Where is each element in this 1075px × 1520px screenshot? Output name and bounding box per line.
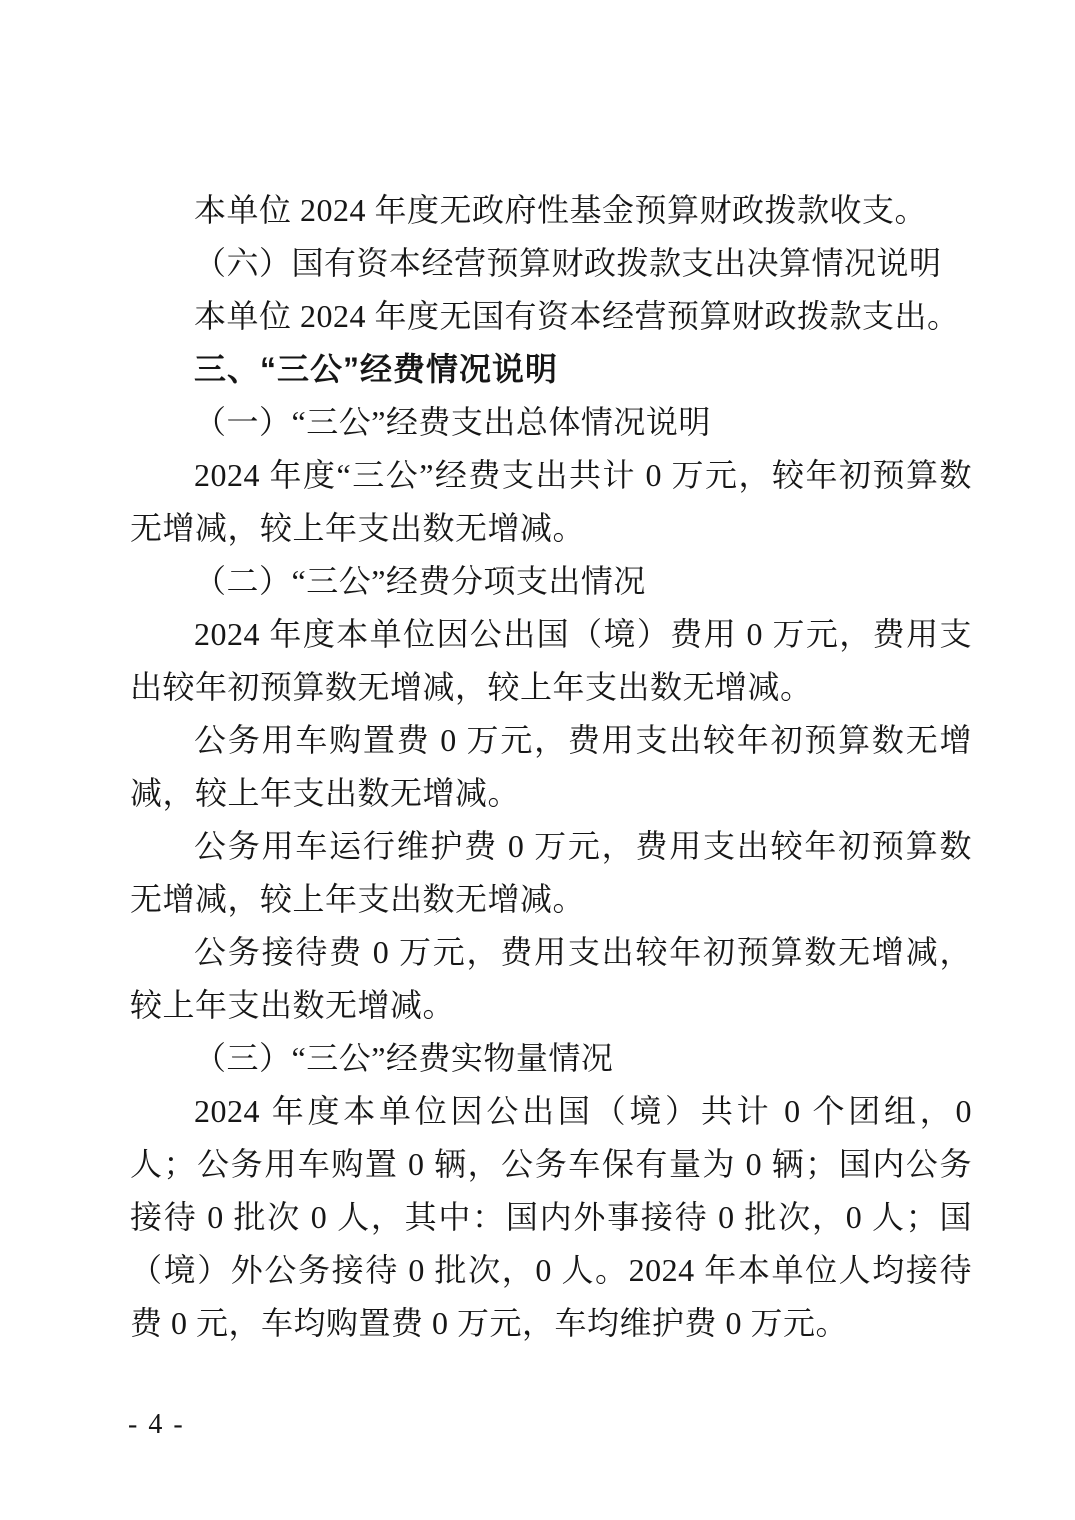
subheading-section-3-1: （一）“三公”经费支出总体情况说明 — [194, 404, 711, 440]
subheading-section-6: （六）国有资本经营预算财政拨款支出决算情况说明 — [194, 245, 942, 281]
paragraph-overseas-travel-expense: 2024 年度本单位因公出国（境）费用 0 万元，费用支出较年初预算数无增减，较上年支出数无增减。 — [130, 616, 972, 705]
paragraph-vehicle-maintenance-expense: 公务用车运行维护费 0 万元，费用支出较年初预算数无增减，较上年支出数无增减。 — [130, 828, 972, 917]
subheading-section-3-2: （二）“三公”经费分项支出情况 — [194, 563, 646, 599]
paragraph-physical-quantities: 2024 年度本单位因公出国（境）共计 0 个团组，0 人；公务用车购置 0 辆，公务车保有量为 0 辆；国内公务接待 0 批次 0 人，其中：国内外事接待 0 批次，0 人；国（境）外公务接待 0 批次，0 人。2024 年本单位人均接待费 0 元，车均购置费 0 万元，车均维护费 0 万元。 — [130, 1093, 972, 1341]
document-body — [130, 184, 972, 1350]
paragraph-vehicle-purchase-expense: 公务用车购置费 0 万元，费用支出较年初预算数无增减，较上年支出数无增减。 — [130, 722, 972, 811]
paragraph-no-gov-fund-budget: 本单位 2024 年度无政府性基金预算财政拨款收支。 — [194, 192, 928, 228]
subheading-section-3-3: （三）“三公”经费实物量情况 — [194, 1040, 614, 1076]
paragraph-no-state-capital-budget: 本单位 2024 年度无国有资本经营预算财政拨款支出。 — [194, 298, 960, 334]
heading-three-public-expenses: 三、“三公”经费情况说明 — [194, 351, 559, 387]
page-number: - 4 - — [128, 1409, 185, 1440]
paragraph-official-reception-expense: 公务接待费 0 万元，费用支出较年初预算数无增减，较上年支出数无增减。 — [130, 934, 972, 1023]
paragraph-total-expense: 2024 年度“三公”经费支出共计 0 万元，较年初预算数无增减，较上年支出数无增减。 — [130, 457, 972, 546]
